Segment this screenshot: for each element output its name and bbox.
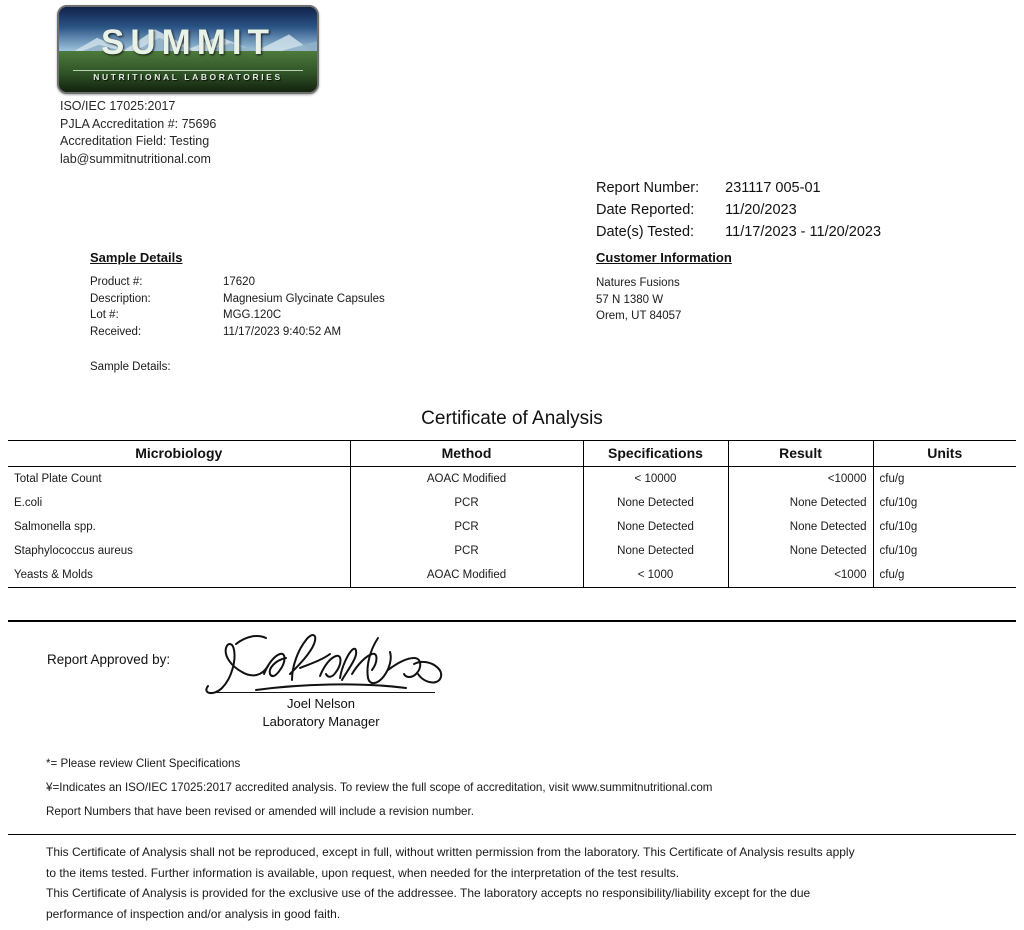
logo-tagline: NUTRITIONAL LABORATORIES — [93, 72, 283, 82]
dates-tested-value: 11/17/2023 - 11/20/2023 — [725, 224, 882, 240]
logo-wordmark: SUMMIT — [100, 23, 276, 62]
document-header — [0, 0, 1024, 250]
analyte-result: None Detected — [728, 539, 873, 563]
analyte-method: PCR — [350, 515, 583, 539]
analyte-name: E.coli — [8, 491, 350, 515]
results-table — [8, 440, 1016, 588]
signature-line — [207, 692, 435, 693]
table-row — [8, 467, 1016, 492]
footnote-accredited-analysis: ¥=Indicates an ISO/IEC 17025:2017 accredited analysis. To review the full scope of accreditation, visit www.summitnutritional.com — [46, 781, 713, 794]
signer-title: Laboratory Manager — [262, 714, 380, 729]
analyte-method: AOAC Modified — [350, 563, 583, 588]
logo-divider — [73, 70, 303, 71]
analyte-method: AOAC Modified — [350, 467, 583, 492]
table-row — [8, 539, 1016, 563]
analyte-result: None Detected — [728, 515, 873, 539]
signature-section — [0, 622, 1024, 738]
accreditation-line: ISO/IEC 17025:2017 — [60, 99, 176, 113]
analyte-result: <10000 — [728, 467, 873, 492]
lab-email: lab@summitnutritional.com — [60, 151, 211, 166]
accreditation-line: Accreditation Field: Testing — [60, 134, 210, 148]
date-reported-value: 11/20/2023 — [725, 202, 797, 218]
column-header-result: Result — [728, 441, 873, 467]
lab-logo — [57, 5, 319, 94]
analyte-specification: None Detected — [583, 515, 728, 539]
sample-details-block — [90, 250, 385, 373]
disclaimer-line: This Certificate of Analysis is provided for the exclusive use of the addressee. The laboratory accepts no responsibility/liability except for the due — [46, 886, 811, 900]
table-row — [8, 563, 1016, 588]
analyte-method: PCR — [350, 491, 583, 515]
analyte-specification: < 10000 — [583, 467, 728, 492]
description-label: Description: — [90, 292, 151, 305]
column-header-method: Method — [350, 441, 583, 467]
signer-name: Joel Nelson — [287, 696, 355, 711]
column-header-specifications: Specifications — [583, 441, 728, 467]
analyte-units: cfu/10g — [879, 497, 918, 509]
footnotes — [46, 752, 1024, 824]
details-section — [0, 250, 1024, 400]
dates-tested-label: Date(s) Tested: — [596, 224, 695, 240]
sample-details-extra-label: Sample Details: — [90, 361, 171, 373]
product-number-value: 17620 — [223, 276, 255, 288]
customer-name: Natures Fusions — [596, 277, 680, 289]
column-header-units: Units — [873, 441, 1016, 467]
analyte-units: cfu/g — [879, 473, 905, 485]
analyte-specification: None Detected — [583, 491, 728, 515]
report-number-value: 231117 005-01 — [725, 180, 821, 196]
customer-street: 57 N 1380 W — [596, 293, 664, 306]
received-value: 11/17/2023 9:40:52 AM — [223, 325, 342, 338]
received-label: Received: — [90, 325, 142, 338]
signature-icon — [200, 624, 450, 700]
description-value: Magnesium Glycinate Capsules — [223, 292, 385, 305]
approved-by-label: Report Approved by: — [47, 652, 171, 667]
product-number-label: Product #: — [90, 276, 143, 288]
analyte-units: cfu/10g — [879, 545, 918, 557]
analyte-name: Yeasts & Molds — [8, 563, 350, 588]
analyte-method: PCR — [350, 539, 583, 563]
date-reported-label: Date Reported: — [596, 202, 695, 218]
analyte-specification: None Detected — [583, 539, 728, 563]
table-header-row — [8, 441, 1016, 467]
customer-city-state-zip: Orem, UT 84057 — [596, 310, 682, 322]
disclaimer-divider — [8, 834, 1016, 835]
customer-information-block — [596, 250, 732, 325]
accreditation-line: PJLA Accreditation #: 75696 — [60, 116, 217, 131]
analyte-name: Staphylococcus aureus — [8, 539, 350, 563]
footnote-revision-numbers: Report Numbers that have been revised or amended will include a revision number. — [46, 805, 474, 818]
analyte-result: None Detected — [728, 491, 873, 515]
disclaimer-line: to the items tested. Further information is available, upon request, when needed for the interpretation of the test results. — [46, 865, 680, 880]
analyte-specification: < 1000 — [583, 563, 728, 588]
footnote-client-specifications: *= Please review Client Specifications — [46, 757, 241, 770]
disclaimer-line: This Certificate of Analysis shall not be reproduced, except in full, without written permission from the laboratory. This Certificate of Analysis results apply — [46, 845, 855, 859]
disclaimer-text — [46, 843, 984, 924]
lot-number-value: MGG.120C — [223, 309, 282, 321]
table-row — [8, 491, 1016, 515]
analyte-result: <1000 — [728, 563, 873, 588]
table-row — [8, 515, 1016, 539]
customer-information-title: Customer Information — [596, 250, 732, 265]
disclaimer-line: performance of inspection and/or analysis in good faith. — [46, 906, 341, 921]
report-number-label: Report Number: — [596, 180, 700, 196]
accreditation-block — [60, 98, 216, 168]
column-header-microbiology: Microbiology — [8, 441, 350, 467]
analyte-units: cfu/10g — [879, 521, 918, 533]
analyte-units: cfu/g — [879, 569, 905, 581]
sample-details-title: Sample Details — [90, 250, 183, 265]
results-table-wrapper — [0, 440, 1024, 588]
analyte-name: Salmonella spp. — [8, 515, 350, 539]
report-metadata — [596, 177, 881, 243]
lot-number-label: Lot #: — [90, 309, 119, 321]
analyte-name: Total Plate Count — [8, 467, 350, 492]
page-title: Certificate of Analysis — [421, 408, 603, 429]
